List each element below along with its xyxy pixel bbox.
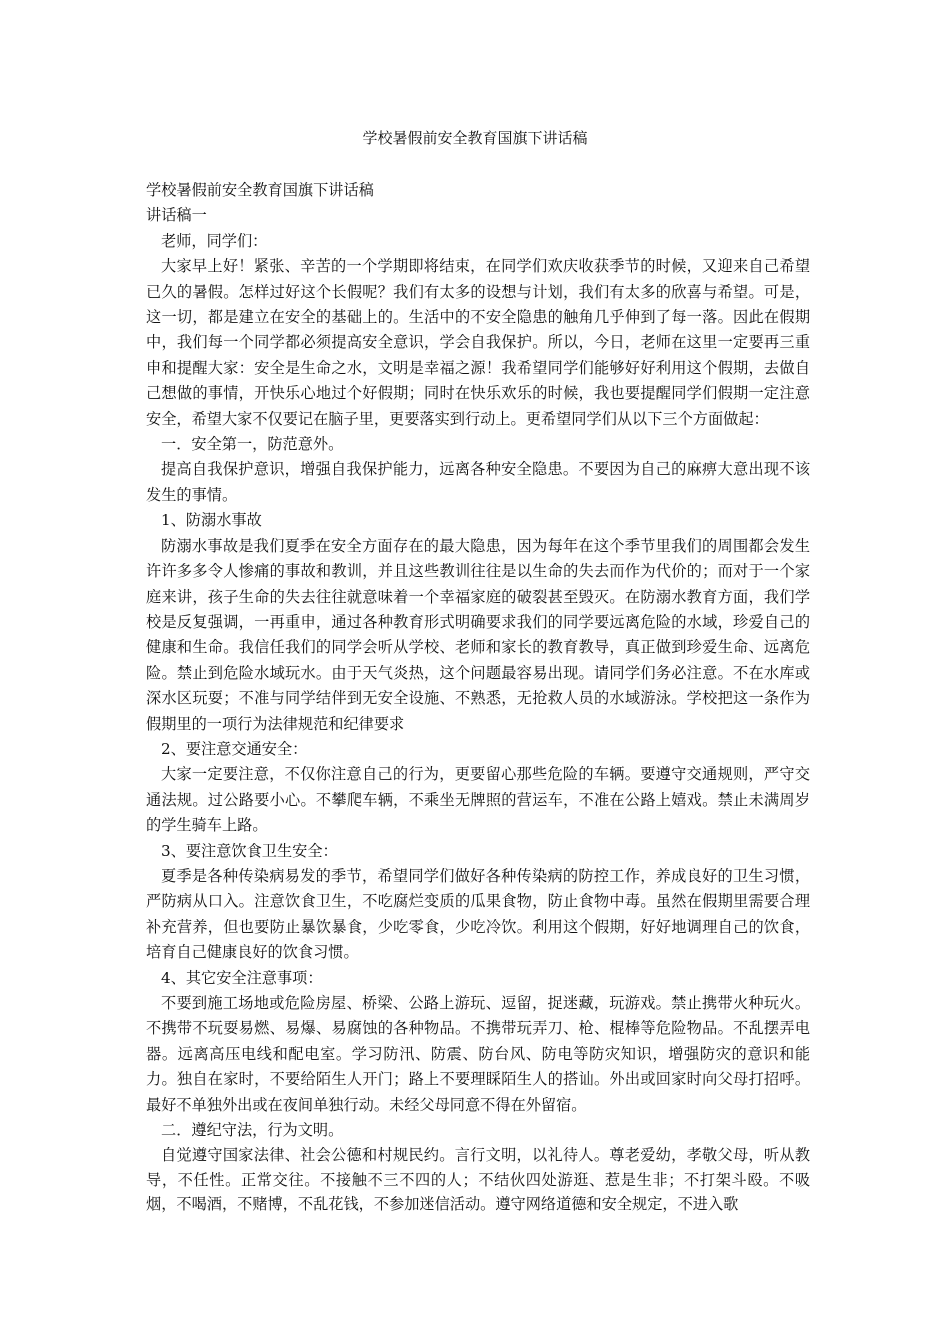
paragraph: 夏季是各种传染病易发的季节，希望同学们做好各种传染病的防控工作，养成良好的卫生习惯，严防病从口入。注意饮食卫生，不吃腐烂变质的瓜果食物，防止食物中毒。虽然在假期里需要合理补充营养，但也要防止暴饮暴食，少吃零食，少吃冷饮。利用这个假期，好好地调理自己的饮食，培育自己健康良好的饮食习惯。 (146, 866, 810, 962)
section-heading-2: 二．遵纪守法，行为文明。 (161, 1121, 344, 1140)
subsection-heading: 4、其它安全注意事项： (161, 968, 323, 987)
paragraph: 不要到施工场地或危险房屋、桥梁、公路上游玩、逗留，捉迷藏，玩游戏。禁止携带火种玩火。不携带不玩耍易燃、易爆、易腐蚀的各种物品。不携带玩弄刀、枪、棍棒等危险物品。不乱摆弄电器。远离高压电线和配电室。学习防汛、防震、防台风、防电等防灾知识，增强防灾的意识和能力。独自在家时，不要给陌生人开门；路上不要理睬陌生人的搭讪。外出或回家时向父母打招呼。最好不单独外出或在夜间单独行动。未经父母同意不得在外留宿。 (146, 994, 810, 1114)
paragraph: 大家一定要注意，不仅你注意自己的行为，更要留心那些危险的车辆。要遵守交通规则，严守交通法规。过公路要小心。不攀爬车辆，不乘坐无牌照的营运车，不准在公路上嬉戏。禁止未满周岁的学生骑车上路。 (146, 765, 810, 835)
paragraph: 提高自我保护意识，增强自我保护能力，远离各种安全隐患。不要因为自己的麻痹大意出现不该发生的事情。 (146, 460, 810, 504)
subsection-heading: 3、要注意饮食卫生安全： (161, 841, 338, 860)
subsection-heading: 2、要注意交通安全： (161, 739, 308, 758)
paragraph: 自觉遵守国家法律、社会公德和村规民约。言行文明，以礼待人。尊老爱幼，孝敬父母，听从教导，不任性。正常交往。不接触不三不四的人；不结伙四处游逛、惹是生非；不打架斗殴。不吸烟，不喝酒，不赌博，不乱花钱，不参加迷信活动。遵守网络道德和安全规定，不进入歌 (146, 1146, 810, 1214)
section-heading-1: 一．安全第一，防范意外。 (161, 435, 344, 454)
paragraph-intro: 大家早上好！紧张、辛苦的一个学期即将结束，在同学们欢庆收获季节的时候，又迎来自己希望已久的暑假。怎样过好这个长假呢？我们有太多的设想与计划，我们有太多的欣喜与希望。可是，这一切，都是建立在安全的基础上的。生活中的不安全隐患的触角几乎伸到了每一落。因此在假期中，我们每一个同学都必须提高安全意识，学会自我保护。所以，今日，老师在这里一定要再三重申和提醒大家：安全是生命之水，文明是幸福之源！我希望同学们能够好好利用这个假期，去做自己想做的事情，开快乐心地过个好假期；同时在快乐欢乐的时候，我也要提醒同学们假期一定注意安全，希望大家不仅要记在脑子里，更要落实到行动上。更希望同学们从以下三个方面做起： (146, 257, 810, 428)
salutation: 老师，同学们： (161, 231, 268, 250)
document-title: 学校暑假前安全教育国旗下讲话稿 (362, 129, 588, 147)
document-body (146, 178, 810, 1217)
paragraph: 防溺水事故是我们夏季在安全方面存在的最大隐患，因为每年在这个季节里我们的周围都会发生许许多多令人惨痛的事故和教训，并且这些教训往往是以生命的失去而作为代价的；而对于一个家庭来讲，孩子生命的失去往往就意味着一个幸福家庭的破裂甚至毁灭。在防溺水教育方面，我们学校是反复强调，一再重申，通过各种教育形式明确要求我们的同学要远离危险的水域，珍爱自己的健康和生命。我信任我们的同学会听从学校、老师和家长的教育教导，真正做到珍爱生命、远离危险。禁止到危险水域玩水。由于天气炎热，这个问题最容易出现。请同学们务必注意。不在水库或深水区玩耍；不准与同学结伴到无安全设施、不熟悉，无抢救人员的水域游泳。学校把这一条作为假期里的一项行为法律规范和纪律要求 (146, 536, 810, 733)
document-subtitle: 学校暑假前安全教育国旗下讲话稿 (146, 181, 374, 199)
subsection-heading: 1、防溺水事故 (161, 511, 262, 530)
speech-label: 讲话稿一 (146, 206, 207, 225)
